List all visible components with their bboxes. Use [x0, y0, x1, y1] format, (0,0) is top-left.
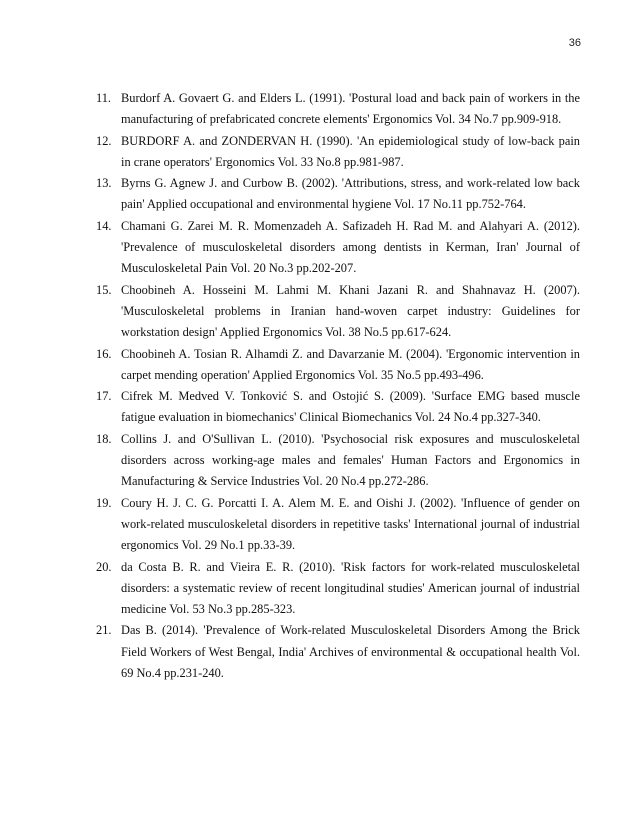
reference-number: 11. — [96, 91, 112, 105]
reference-item — [96, 131, 580, 174]
reference-number: 14. — [96, 218, 112, 233]
reference-text: Coury H. J. C. G. Porcatti I. A. Alem M. E. and Oishi J. (2002). 'Influence of gender on work-related musculoskeletal disorders in repetitive tasks' International journal of industrial ergonomics Vol. 29 No.1 pp.33-39. — [121, 495, 580, 553]
reference-number: 20. — [96, 559, 112, 574]
reference-text: Byrns G. Agnew J. and Curbow B. (2002). 'Attributions, stress, and work-related low back pain' Applied occupational and environmental hygiene Vol. 17 No.11 pp.752-764. — [121, 176, 580, 212]
reference-number: 17. — [96, 389, 112, 404]
reference-text: Burdorf A. Govaert G. and Elders L. (1991). 'Postural load and back pain of workers in the manufacturing of prefabricated concrete elements' Ergonomics Vol. 34 No.7 pp.909-918. — [121, 91, 580, 127]
reference-number: 13. — [96, 176, 112, 191]
reference-number: 19. — [96, 495, 112, 510]
reference-item — [96, 216, 580, 280]
reference-item — [96, 88, 580, 131]
reference-item — [96, 620, 580, 684]
reference-item — [96, 429, 580, 493]
reference-text: da Costa B. R. and Vieira E. R. (2010). 'Risk factors for work-related musculoskeletal disorders: a systematic review of recent longitudinal studies' American journal of industrial medicine Vol. 53 No.3 pp.285-323. — [121, 559, 580, 617]
reference-text: Choobineh A. Hosseini M. Lahmi M. Khani Jazani R. and Shahnavaz H. (2007). 'Musculoskeletal problems in Iranian hand-woven carpet industry: Guidelines for workstation design' Applied Ergonomics Vol. 38 No.5 pp.617-624. — [121, 282, 580, 340]
reference-text: Cifrek M. Medved V. Tonković S. and Ostojić S. (2009). 'Surface EMG based muscle fatigue evaluation in biomechanics' Clinical Biomechanics Vol. 24 No.4 pp.327-340. — [121, 389, 580, 425]
reference-item — [96, 386, 580, 429]
reference-number: 21. — [96, 623, 112, 638]
reference-item — [96, 173, 580, 216]
reference-text: Chamani G. Zarei M. R. Momenzadeh A. Safizadeh H. Rad M. and Alahyari A. (2012). 'Prevalence of musculoskeletal disorders among dentists in Kerman, Iran' Journal of Musculoskeletal Pain Vol. 20 No.3 pp.202-207. — [121, 218, 580, 276]
reference-text: BURDORF A. and ZONDERVAN H. (1990). 'An epidemiological study of low-back pain in crane operators' Ergonomics Vol. 33 No.8 pp.981-987. — [121, 133, 580, 169]
reference-number: 15. — [96, 282, 112, 297]
reference-number: 18. — [96, 431, 112, 446]
reference-item — [96, 557, 580, 621]
reference-list — [96, 88, 580, 684]
reference-text: Das B. (2014). 'Prevalence of Work-related Musculoskeletal Disorders Among the Brick Field Workers of West Bengal, India' Archives of environmental & occupational health Vol. 69 No.4 pp.231-240. — [121, 623, 580, 681]
reference-item — [96, 280, 580, 344]
reference-item — [96, 344, 580, 387]
page-number: 36 — [568, 37, 581, 49]
reference-item — [96, 493, 580, 557]
reference-text: Choobineh A. Tosian R. Alhamdi Z. and Davarzanie M. (2004). 'Ergonomic intervention in carpet mending operation' Applied Ergonomics Vol. 35 No.5 pp.493-496. — [121, 346, 580, 382]
reference-number: 12. — [96, 133, 112, 148]
reference-number: 16. — [96, 346, 112, 361]
reference-text: Collins J. and O'Sullivan L. (2010). 'Psychosocial risk exposures and musculoskeletal disorders across working-age males and females' Human Factors and Ergonomics in Manufacturing & Service Industries Vol. 20 No.4 pp.272-286. — [121, 431, 580, 489]
